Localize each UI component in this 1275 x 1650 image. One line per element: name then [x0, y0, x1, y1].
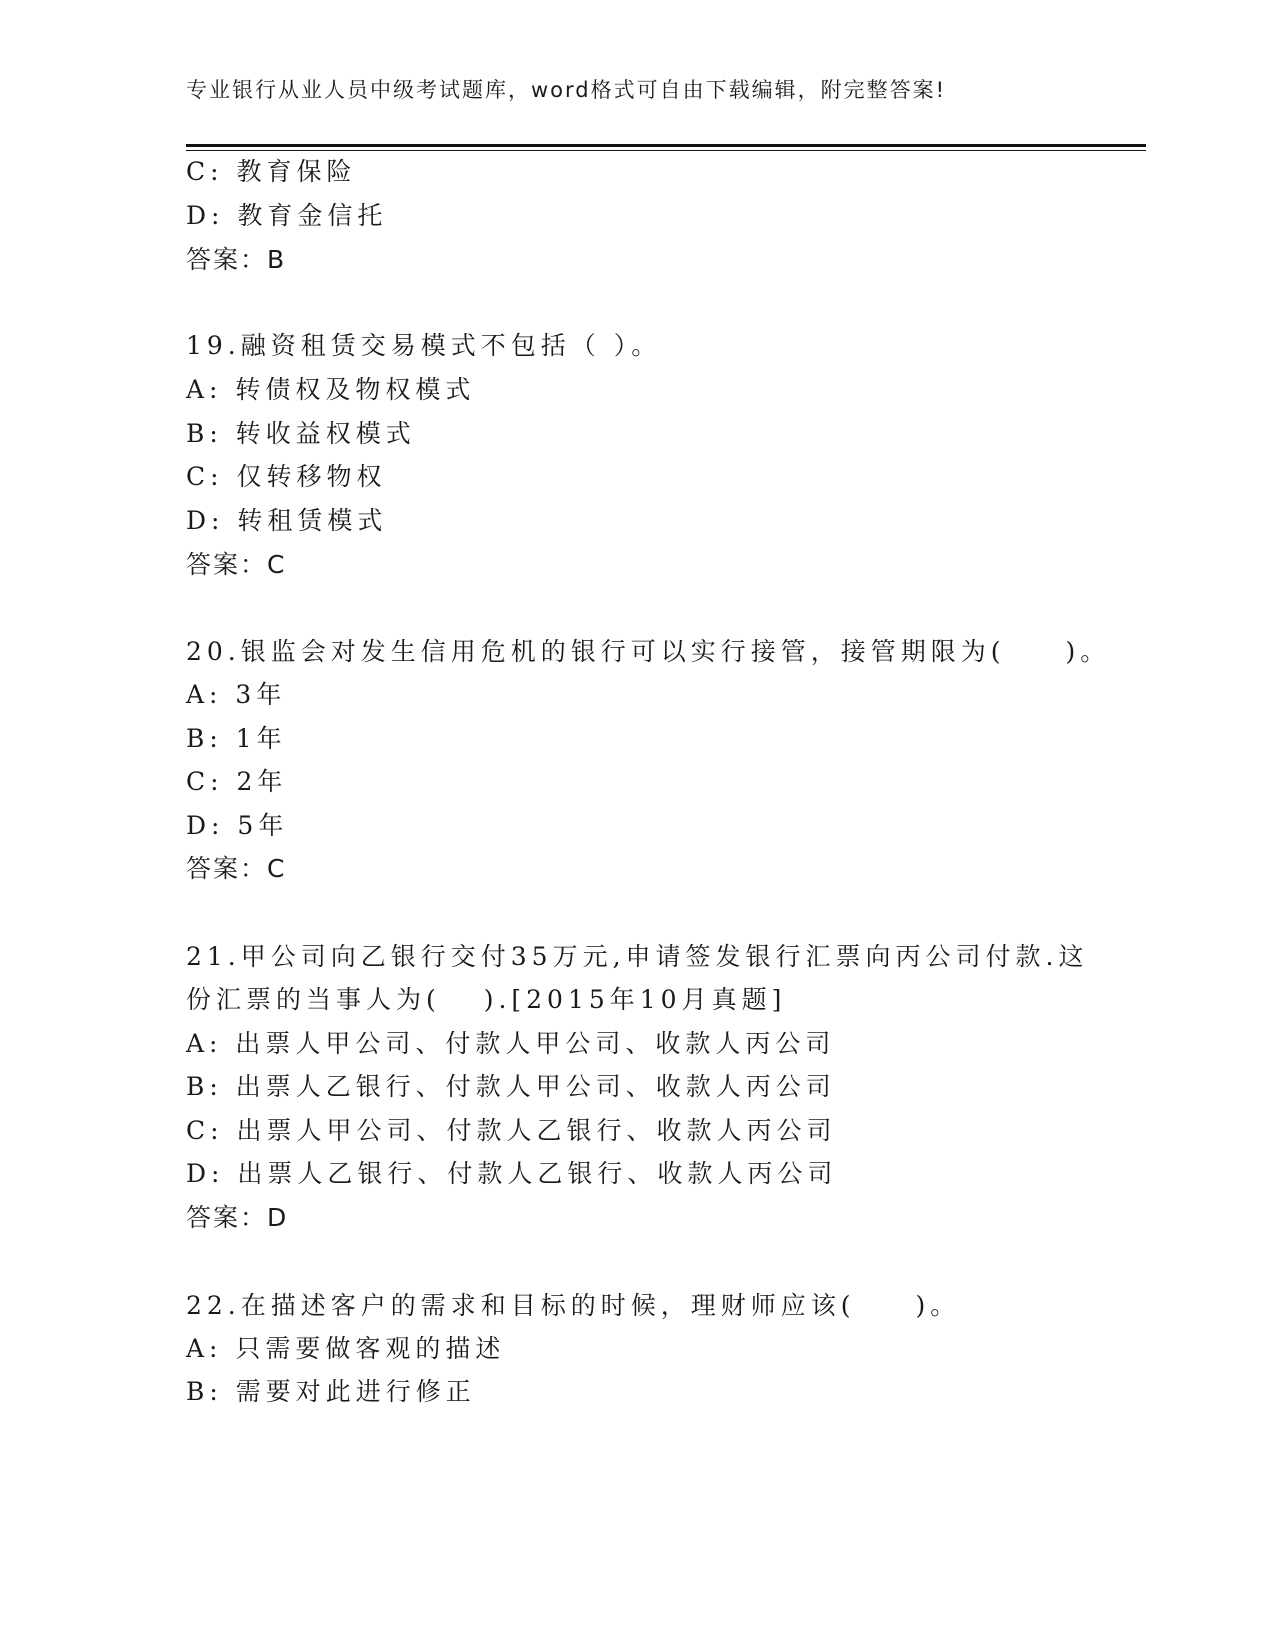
option-line: C: 教育保险 [186, 157, 357, 186]
option-line: A: 只需要做客观的描述 [186, 1334, 506, 1363]
answer-line: 答案：C [186, 550, 287, 579]
option-line: A: 转债权及物权模式 [186, 375, 476, 404]
option-line: A: 出票人甲公司、付款人甲公司、收款人丙公司 [186, 1029, 836, 1058]
option-line: B: 转收益权模式 [186, 419, 416, 448]
option-line: A: 3年 [186, 680, 287, 709]
option-line: C: 2年 [186, 767, 288, 796]
question-line: 份汇票的当事人为( ).[2015年10月真题] [186, 985, 787, 1014]
header-rule-thick [186, 144, 1146, 147]
question-line: 22.在描述客户的需求和目标的时候，理财师应该( )。 [186, 1291, 961, 1320]
question-line: 21.甲公司向乙银行交付35万元,申请签发银行汇票向丙公司付款.这 [186, 942, 1089, 971]
answer-line: 答案：C [186, 854, 287, 883]
option-line: C: 出票人甲公司、付款人乙银行、收款人丙公司 [186, 1116, 837, 1145]
option-line: B: 需要对此进行修正 [186, 1377, 476, 1406]
option-line: D: 5年 [186, 811, 289, 840]
option-line: B: 出票人乙银行、付款人甲公司、收款人丙公司 [186, 1072, 836, 1101]
page-header: 专业银行从业人员中级考试题库，word格式可自由下载编辑，附完整答案! [186, 78, 947, 102]
question-line: 20.银监会对发生信用危机的银行可以实行接管，接管期限为( )。 [186, 637, 1111, 666]
answer-line: 答案：D [186, 1203, 289, 1232]
answer-line: 答案：B [186, 245, 287, 274]
option-line: D: 教育金信托 [186, 201, 388, 230]
option-line: B: 1年 [186, 724, 287, 753]
option-line: C: 仅转移物权 [186, 462, 387, 491]
option-line: D: 出票人乙银行、付款人乙银行、收款人丙公司 [186, 1159, 838, 1188]
option-line: D: 转租赁模式 [186, 506, 388, 535]
question-line: 19.融资租赁交易模式不包括（ ）。 [186, 331, 662, 360]
header-rule-thin [186, 150, 1146, 151]
